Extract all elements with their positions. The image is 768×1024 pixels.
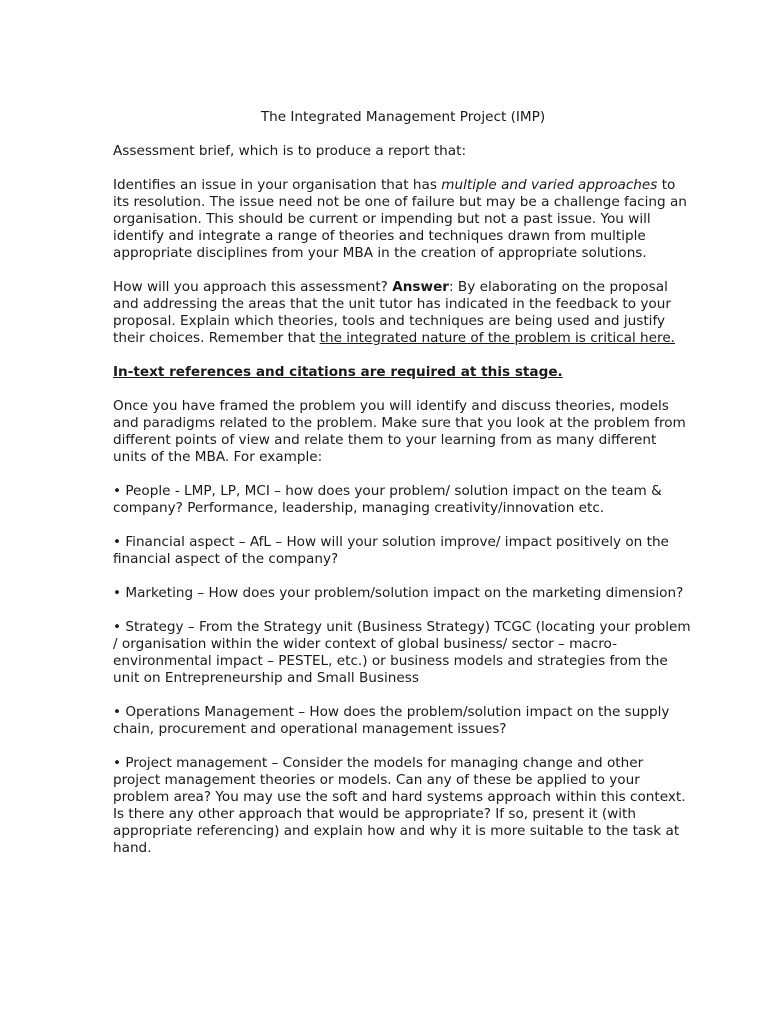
bullet-marketing: • Marketing – How does your problem/solution impact on the marketing dimension? [113, 585, 684, 601]
critical-note: the integrated nature of the problem is critical here. [319, 330, 676, 346]
issue-text-start: Identifies an issue in your organisation that has [113, 177, 442, 193]
answer-text: : By elaborating on the proposal and addressing the areas that the unit tutor has indicated in the feedback to your proposal. Explain which theories, tools and techniques are being used and justify their choices. Remember that [113, 279, 671, 346]
issue-emphasis: multiple and varied approaches [441, 177, 658, 193]
references-heading: In-text references and citations are required at this stage. [113, 364, 563, 380]
approach-question: How will you approach this assessment? [113, 279, 393, 295]
bullet-strategy: • Strategy – From the Strategy unit (Business Strategy) TCGC (locating your problem / organisation within the wider context of global business/ sector – macro-environmental impact – PESTEL, etc.) or business models and strategies from the unit on Entrepreneurship and Small Business [113, 619, 691, 686]
issue-paragraph [113, 177, 693, 262]
approach-paragraph [113, 279, 693, 347]
document-title: The Integrated Management Project (IMP) [260, 109, 546, 125]
bullet-project-management: • Project management – Consider the models for managing change and other project management theories or models. Can any of these be applied to your problem area? You may use the soft and hard systems approach within this context. Is there any other approach that would be appropriate? If so, present it (with appropriate referencing) and explain how and why it is more suitable to the task at hand. [113, 755, 686, 856]
bullet-financial: • Financial aspect – AfL – How will your solution improve/ impact positively on the financial aspect of the company? [113, 534, 669, 567]
answer-label: Answer [392, 279, 449, 295]
document-page [113, 109, 693, 874]
framing-paragraph: Once you have framed the problem you will identify and discuss theories, models and paradigms related to the problem. Make sure that you look at the problem from different points of view and relate them to your learning from as many different units of the MBA. For example: [113, 398, 686, 465]
intro-paragraph: Assessment brief, which is to produce a report that: [113, 143, 467, 159]
issue-text-end: to its resolution. The issue need not be one of failure but may be a challenge facing an organisation. This should be current or impending but not a past issue. You will identify and integrate a range of theories and techniques drawn from multiple appropriate disciplines from your MBA in the creation of appropriate solutions. [113, 177, 687, 261]
bullet-people: • People - LMP, LP, MCI – how does your problem/ solution impact on the team & company? Performance, leadership, managing creativity/innovation etc. [113, 483, 662, 516]
bullet-operations: • Operations Management – How does the problem/solution impact on the supply chain, procurement and operational management issues? [113, 704, 670, 737]
